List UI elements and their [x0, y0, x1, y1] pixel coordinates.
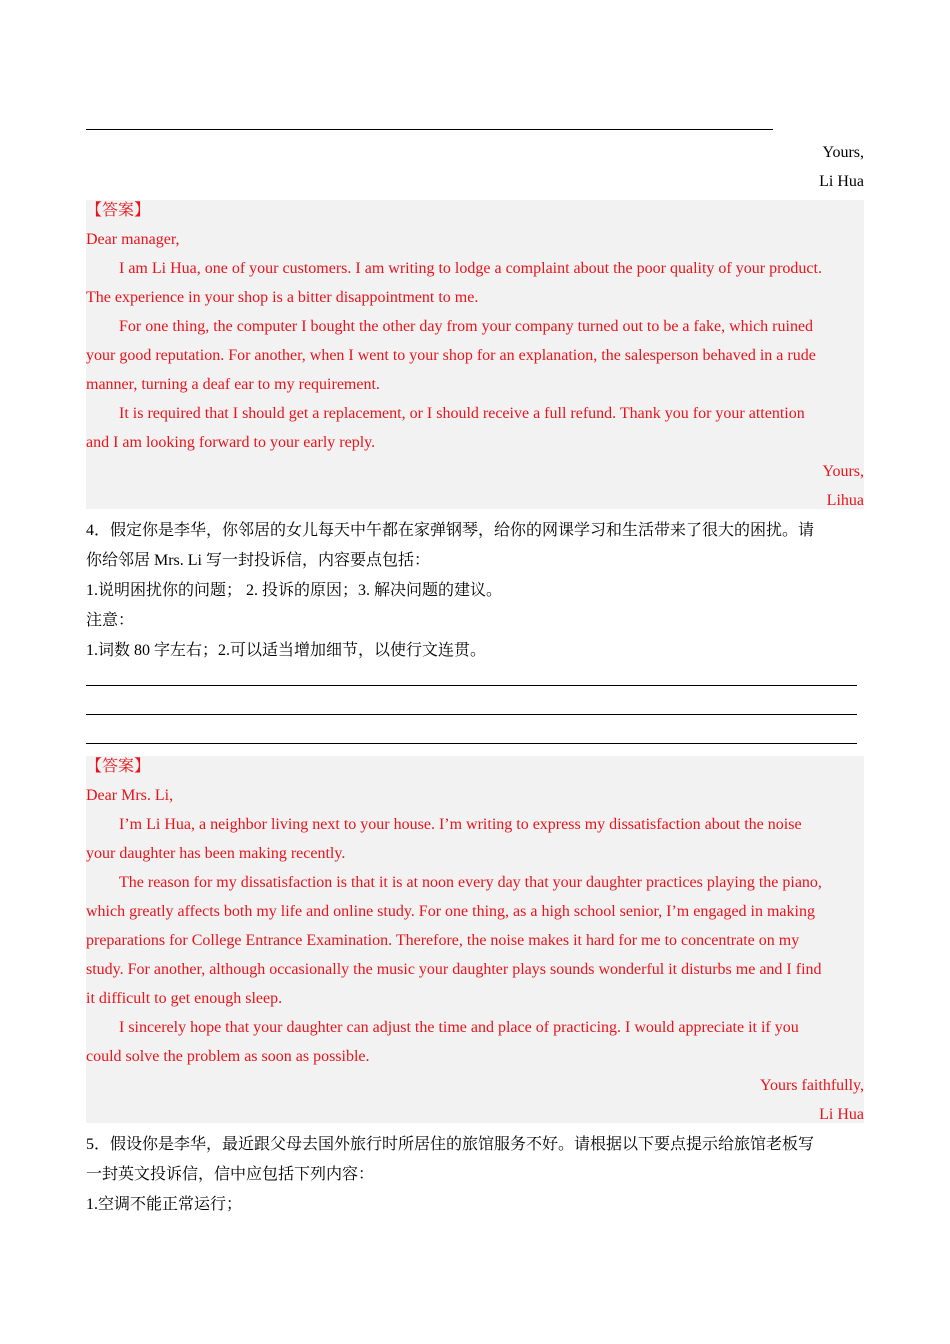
question-line: 你给邻居 Mrs. Li 写一封投诉信，内容要点包括： — [86, 552, 431, 569]
answer-line: your daughter has been making recently. — [86, 845, 346, 862]
question-line: 1.词数 80 字左右；2.可以适当增加细节，以使行文连贯。 — [86, 642, 487, 659]
closing: Yours, — [822, 144, 864, 161]
signature: Li Hua — [819, 173, 864, 190]
answer-label: 【答案】 — [86, 202, 151, 219]
question-line: 4．假定你是李华，你邻居的女儿每天中午都在家弹钢琴，给你的网课学习和生活带来了很大的困扰。请 — [86, 522, 815, 539]
question-line: 一封英文投诉信，信中应包括下列内容： — [86, 1166, 375, 1183]
answer-line: I sincerely hope that your daughter can adjust the time and place of practicing. I would appreciate it if you — [119, 1019, 799, 1036]
answer-line: I’m Li Hua, a neighbor living next to your house. I’m writing to express my dissatisfaction about the noise — [119, 816, 802, 833]
question-line: 5．假设你是李华，最近跟父母去国外旅行时所居住的旅馆服务不好。请根据以下要点提示给旅馆老板写 — [86, 1136, 815, 1153]
salutation: Dear Mrs. Li, — [86, 787, 174, 804]
question-line: 1.说明困扰你的问题； 2. 投诉的原因；3. 解决问题的建议。 — [86, 582, 503, 599]
answer-line: study. For another, although occasionally the music your daughter plays sounds wonderful it disturbs me and I find — [86, 961, 822, 978]
answer-line: It is required that I should get a replacement, or I should receive a full refund. Thank you for your attention — [119, 405, 805, 422]
question-line: 注意： — [86, 612, 135, 629]
salutation: Dear manager, — [86, 231, 180, 248]
signature: Li Hua — [819, 1106, 864, 1123]
answer-line: could solve the problem as soon as possible. — [86, 1048, 370, 1065]
answer-blank-line — [86, 743, 857, 744]
answer-line: preparations for College Entrance Examination. Therefore, the noise makes it hard for me to concentrate on my — [86, 932, 800, 949]
closing: Yours, — [822, 463, 864, 480]
answer-label: 【答案】 — [86, 758, 151, 775]
answer-line: The reason for my dissatisfaction is that it is at noon every day that your daughter practices playing the piano, — [119, 874, 822, 891]
answer-line: manner, turning a deaf ear to my requirement. — [86, 376, 380, 393]
answer-line: I am Li Hua, one of your customers. I am writing to lodge a complaint about the poor quality of your product. — [119, 260, 822, 277]
answer-line: and I am looking forward to your early reply. — [86, 434, 376, 451]
answer-blank-line — [86, 714, 857, 715]
question-line: 1.空调不能正常运行； — [86, 1196, 243, 1213]
signature: Lihua — [826, 492, 864, 509]
answer-blank-line — [86, 685, 857, 686]
answer-line: For one thing, the computer I bought the other day from your company turned out to be a fake, which ruined — [119, 318, 814, 335]
closing: Yours faithfully, — [759, 1077, 864, 1094]
answer-line: The experience in your shop is a bitter disappointment to me. — [86, 289, 479, 306]
answer-line: it difficult to get enough sleep. — [86, 990, 283, 1007]
answer-line: which greatly affects both my life and online study. For one thing, as a high school senior, I’m engaged in making — [86, 903, 815, 920]
answer-line: your good reputation. For another, when I went to your shop for an explanation, the salesperson behaved in a rude — [86, 347, 816, 364]
answer-blank-line — [86, 129, 773, 130]
